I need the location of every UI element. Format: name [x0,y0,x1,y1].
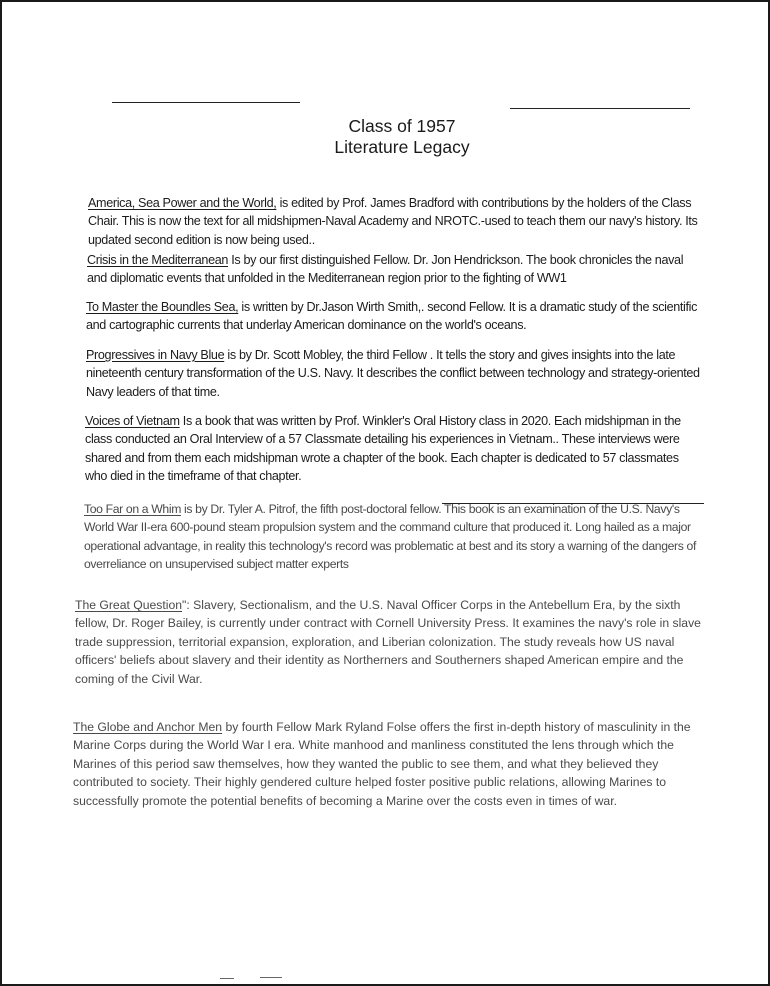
book-title: The Globe and Anchor Men [73,720,223,734]
book-description: by fourth Fellow Mark Ryland Folse offers the first in-depth history of masculinity in the Marine Corps during the World War I era. White manhood and manliness constituted the lens through which the Marines of this period saw themselves, how they wanted the public to see them, and what they believed they contributed to society. Their highly gendered culture helped foster positive public relations, allowing Marines to successfully promote the potential benefits of becoming a Marine over the costs even in times of war. [73,720,691,808]
book-description: Is a book that was written by Prof. Winkler's Oral History class in 2020. Each midshipman in the class conducted an Oral Interview of a 57 Classmate detailing his experiences in Vietnam.. These interviews were shared and from them each midshipman wrote a chapter of the book. Each chapter is dedicated to 57 classmates who died in the timeframe of that chapter. [85,414,681,484]
book-description: is written by Dr.Jason Wirth Smith,. second Fellow. It is a dramatic study of the scientific and cartographic currents that underlay American dominance on the world's oceans. [86,300,698,333]
book-title: Voices of Vietnam [85,414,180,428]
book-description: ": Slavery, Sectionalism, and the U.S. Naval Officer Corps in the Antebellum Era, by the sixth fellow, Dr. Roger Bailey, is currently under contract with Cornell University Press. It examines the navy's role in slave trade suppression, territorial expansion, exploration, and Liberian colonization. The study reveals how US naval officers' beliefs about slavery and their identity as Northerners and Southerners shaped American empire and the coming of the Civil War. [75,598,701,686]
entry-progressives-navy-blue [86,346,702,401]
entry-america-sea-power [88,194,702,249]
signature-line-right [510,108,690,109]
scan-artifact-mark [220,978,234,979]
book-title: To Master the Boundles Sea, [86,300,239,314]
entry-the-great-question [75,596,705,688]
scan-artifact-mark [260,977,282,978]
page-title-line1: Class of 1957 [348,116,456,136]
book-description: is by Dr. Tyler A. Pitrof, the fifth post-doctoral fellow. This book is an examination of the U.S. Navy's World War II-era 600-pound steam propulsion system and the command culture that produced it. Long hailed as a major operational advantage, in reality this technology's record was problematic at best and its story a warning of the dangers of overreliance on unsupervised subject matter experts [84,502,697,572]
entry-globe-and-anchor-men [73,718,707,810]
entry-crisis-mediterranean [87,251,702,288]
book-description: Is by our first distinguished Fellow. Dr. Jon Hendrickson. The book chronicles the naval and diplomatic events that unfolded in the Mediterranean region prior to the fighting of WW1 [87,253,684,286]
book-title: Crisis in the Mediterranean [87,253,229,267]
book-title: The Great Question [75,598,183,612]
page-title-line2: Literature Legacy [334,137,470,157]
book-title: America, Sea Power and the World, [88,196,277,210]
book-description: is edited by Prof. James Bradford with contributions by the holders of the Class Chair. This is now the text for all midshipmen-Naval Academy and NROTC.-used to teach them our navy's history. Its updated second edition is now being used.. [88,196,698,247]
book-title: Too Far on a Whim [84,502,181,516]
entry-master-boundles-sea [86,298,702,335]
signature-line-left [112,102,300,103]
book-title: Progressives in Navy Blue [86,348,225,362]
entry-too-far-on-a-whim [84,500,704,574]
book-description: is by Dr. Scott Mobley, the third Fellow . It tells the story and gives insights into the late nineteenth century transformation of the U.S. Navy. It describes the conflict between technology and strategy-oriented Navy leaders of that time. [86,348,700,399]
entry-voices-of-vietnam [85,412,703,486]
